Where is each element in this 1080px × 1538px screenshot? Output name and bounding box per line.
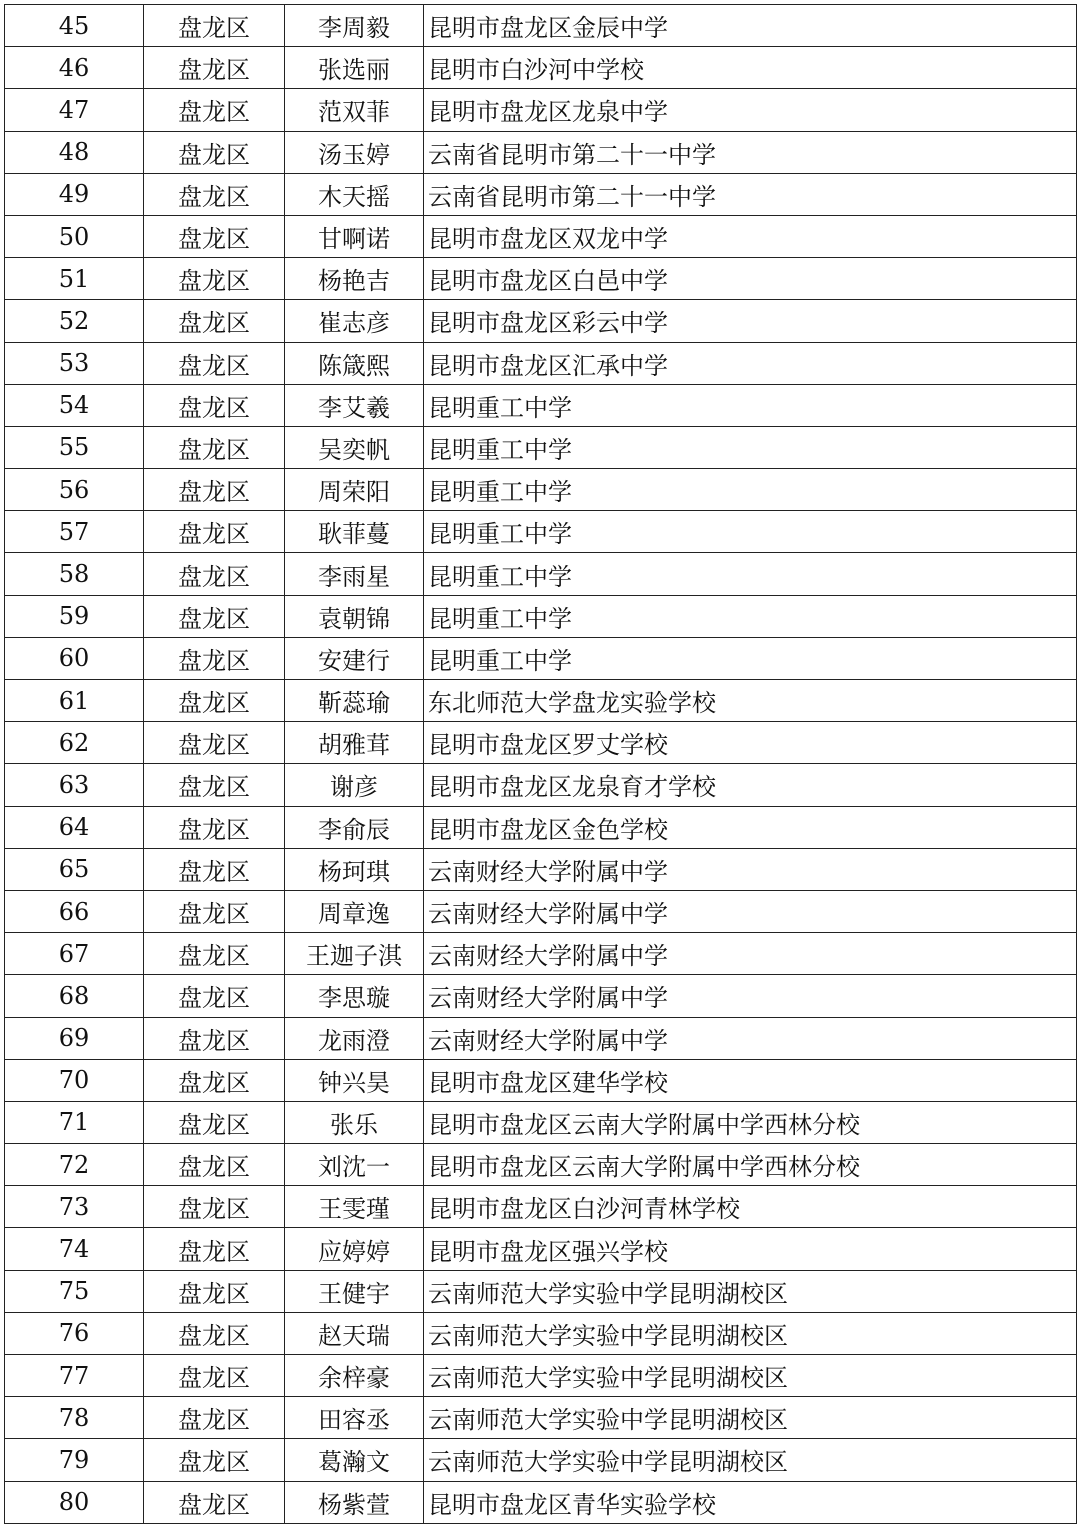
table-row bbox=[5, 5, 1077, 47]
row-number-cell: 58 bbox=[5, 553, 144, 595]
table-row bbox=[5, 1059, 1077, 1101]
district-cell: 盘龙区 bbox=[144, 764, 285, 806]
district-cell: 盘龙区 bbox=[144, 1355, 285, 1397]
school-cell: 昆明市盘龙区白邑中学 bbox=[424, 258, 1077, 300]
district-cell: 盘龙区 bbox=[144, 215, 285, 257]
district-cell: 盘龙区 bbox=[144, 384, 285, 426]
table-row bbox=[5, 511, 1077, 553]
school-cell: 云南师范大学实验中学昆明湖校区 bbox=[424, 1397, 1077, 1439]
district-cell: 盘龙区 bbox=[144, 1312, 285, 1354]
row-number-cell: 71 bbox=[5, 1101, 144, 1143]
school-cell: 昆明重工中学 bbox=[424, 595, 1077, 637]
row-number-cell: 66 bbox=[5, 890, 144, 932]
school-cell: 云南财经大学附属中学 bbox=[424, 890, 1077, 932]
row-number-cell: 64 bbox=[5, 806, 144, 848]
table-row bbox=[5, 131, 1077, 173]
row-number-cell: 70 bbox=[5, 1059, 144, 1101]
student-name-cell: 应婷婷 bbox=[285, 1228, 424, 1270]
school-cell: 昆明重工中学 bbox=[424, 637, 1077, 679]
district-cell: 盘龙区 bbox=[144, 1144, 285, 1186]
student-name-cell: 张乐 bbox=[285, 1101, 424, 1143]
table-row bbox=[5, 215, 1077, 257]
row-number-cell: 59 bbox=[5, 595, 144, 637]
table-row bbox=[5, 300, 1077, 342]
district-cell: 盘龙区 bbox=[144, 258, 285, 300]
district-cell: 盘龙区 bbox=[144, 89, 285, 131]
row-number-cell: 74 bbox=[5, 1228, 144, 1270]
school-cell: 昆明重工中学 bbox=[424, 384, 1077, 426]
school-cell: 云南财经大学附属中学 bbox=[424, 1017, 1077, 1059]
table-row bbox=[5, 890, 1077, 932]
row-number-cell: 62 bbox=[5, 722, 144, 764]
student-name-cell: 余梓豪 bbox=[285, 1355, 424, 1397]
student-name-cell: 李艾羲 bbox=[285, 384, 424, 426]
table-row bbox=[5, 384, 1077, 426]
district-cell: 盘龙区 bbox=[144, 300, 285, 342]
school-cell: 云南财经大学附属中学 bbox=[424, 933, 1077, 975]
school-cell: 昆明市盘龙区龙泉中学 bbox=[424, 89, 1077, 131]
row-number-cell: 76 bbox=[5, 1312, 144, 1354]
district-cell: 盘龙区 bbox=[144, 1270, 285, 1312]
table-row bbox=[5, 975, 1077, 1017]
student-name-cell: 钟兴昊 bbox=[285, 1059, 424, 1101]
student-name-cell: 周章逸 bbox=[285, 890, 424, 932]
student-name-cell: 王迦子淇 bbox=[285, 933, 424, 975]
district-cell: 盘龙区 bbox=[144, 511, 285, 553]
student-name-cell: 靳蕊瑜 bbox=[285, 680, 424, 722]
table-body bbox=[5, 5, 1077, 1524]
district-cell: 盘龙区 bbox=[144, 1228, 285, 1270]
student-name-cell: 李周毅 bbox=[285, 5, 424, 47]
row-number-cell: 48 bbox=[5, 131, 144, 173]
row-number-cell: 50 bbox=[5, 215, 144, 257]
district-cell: 盘龙区 bbox=[144, 1397, 285, 1439]
table-row bbox=[5, 637, 1077, 679]
school-cell: 昆明市盘龙区强兴学校 bbox=[424, 1228, 1077, 1270]
school-cell: 东北师范大学盘龙实验学校 bbox=[424, 680, 1077, 722]
row-number-cell: 57 bbox=[5, 511, 144, 553]
district-cell: 盘龙区 bbox=[144, 173, 285, 215]
district-cell: 盘龙区 bbox=[144, 975, 285, 1017]
table-row bbox=[5, 553, 1077, 595]
row-number-cell: 51 bbox=[5, 258, 144, 300]
district-cell: 盘龙区 bbox=[144, 933, 285, 975]
table-row bbox=[5, 680, 1077, 722]
row-number-cell: 63 bbox=[5, 764, 144, 806]
school-cell: 云南财经大学附属中学 bbox=[424, 975, 1077, 1017]
row-number-cell: 67 bbox=[5, 933, 144, 975]
student-name-cell: 李雨星 bbox=[285, 553, 424, 595]
district-cell: 盘龙区 bbox=[144, 342, 285, 384]
school-cell: 昆明市盘龙区建华学校 bbox=[424, 1059, 1077, 1101]
row-number-cell: 75 bbox=[5, 1270, 144, 1312]
table-row bbox=[5, 1270, 1077, 1312]
student-name-cell: 龙雨澄 bbox=[285, 1017, 424, 1059]
student-name-cell: 刘沈一 bbox=[285, 1144, 424, 1186]
row-number-cell: 73 bbox=[5, 1186, 144, 1228]
table-row bbox=[5, 1312, 1077, 1354]
table-row bbox=[5, 1186, 1077, 1228]
school-cell: 昆明市盘龙区青华实验学校 bbox=[424, 1481, 1077, 1523]
district-cell: 盘龙区 bbox=[144, 595, 285, 637]
school-cell: 云南师范大学实验中学昆明湖校区 bbox=[424, 1355, 1077, 1397]
student-name-cell: 安建行 bbox=[285, 637, 424, 679]
table-row bbox=[5, 342, 1077, 384]
table-row bbox=[5, 47, 1077, 89]
student-name-cell: 王健宇 bbox=[285, 1270, 424, 1312]
school-cell: 昆明市盘龙区龙泉育才学校 bbox=[424, 764, 1077, 806]
district-cell: 盘龙区 bbox=[144, 637, 285, 679]
row-number-cell: 52 bbox=[5, 300, 144, 342]
table-row bbox=[5, 848, 1077, 890]
school-cell: 昆明重工中学 bbox=[424, 511, 1077, 553]
school-cell: 昆明市白沙河中学校 bbox=[424, 47, 1077, 89]
district-cell: 盘龙区 bbox=[144, 1059, 285, 1101]
district-cell: 盘龙区 bbox=[144, 47, 285, 89]
district-cell: 盘龙区 bbox=[144, 426, 285, 468]
table-row bbox=[5, 1101, 1077, 1143]
district-cell: 盘龙区 bbox=[144, 131, 285, 173]
student-name-cell: 王雯瑾 bbox=[285, 1186, 424, 1228]
table-row bbox=[5, 1397, 1077, 1439]
table-row bbox=[5, 469, 1077, 511]
row-number-cell: 54 bbox=[5, 384, 144, 426]
school-cell: 云南师范大学实验中学昆明湖校区 bbox=[424, 1439, 1077, 1481]
row-number-cell: 79 bbox=[5, 1439, 144, 1481]
school-cell: 昆明重工中学 bbox=[424, 426, 1077, 468]
row-number-cell: 78 bbox=[5, 1397, 144, 1439]
district-cell: 盘龙区 bbox=[144, 1439, 285, 1481]
student-name-cell: 周荣阳 bbox=[285, 469, 424, 511]
school-cell: 昆明市盘龙区双龙中学 bbox=[424, 215, 1077, 257]
student-name-cell: 崔志彦 bbox=[285, 300, 424, 342]
row-number-cell: 65 bbox=[5, 848, 144, 890]
district-cell: 盘龙区 bbox=[144, 1017, 285, 1059]
table-row bbox=[5, 806, 1077, 848]
district-cell: 盘龙区 bbox=[144, 722, 285, 764]
student-name-cell: 杨珂琪 bbox=[285, 848, 424, 890]
school-cell: 云南省昆明市第二十一中学 bbox=[424, 131, 1077, 173]
student-name-cell: 谢彦 bbox=[285, 764, 424, 806]
table-row bbox=[5, 173, 1077, 215]
table-row bbox=[5, 933, 1077, 975]
student-name-cell: 汤玉婷 bbox=[285, 131, 424, 173]
student-name-cell: 杨紫萱 bbox=[285, 1481, 424, 1523]
row-number-cell: 56 bbox=[5, 469, 144, 511]
student-name-cell: 胡雅茸 bbox=[285, 722, 424, 764]
table-row bbox=[5, 764, 1077, 806]
table-row bbox=[5, 1439, 1077, 1481]
school-cell: 昆明重工中学 bbox=[424, 553, 1077, 595]
student-name-cell: 葛瀚文 bbox=[285, 1439, 424, 1481]
row-number-cell: 47 bbox=[5, 89, 144, 131]
school-cell: 云南省昆明市第二十一中学 bbox=[424, 173, 1077, 215]
district-cell: 盘龙区 bbox=[144, 848, 285, 890]
school-cell: 昆明市盘龙区白沙河青林学校 bbox=[424, 1186, 1077, 1228]
district-cell: 盘龙区 bbox=[144, 890, 285, 932]
row-number-cell: 80 bbox=[5, 1481, 144, 1523]
row-number-cell: 60 bbox=[5, 637, 144, 679]
student-name-cell: 范双菲 bbox=[285, 89, 424, 131]
student-name-cell: 吴奕帆 bbox=[285, 426, 424, 468]
row-number-cell: 69 bbox=[5, 1017, 144, 1059]
school-cell: 昆明市盘龙区罗丈学校 bbox=[424, 722, 1077, 764]
student-list-table bbox=[4, 4, 1077, 1524]
table-row bbox=[5, 722, 1077, 764]
district-cell: 盘龙区 bbox=[144, 1186, 285, 1228]
school-cell: 昆明市盘龙区金辰中学 bbox=[424, 5, 1077, 47]
table-row bbox=[5, 1481, 1077, 1523]
row-number-cell: 61 bbox=[5, 680, 144, 722]
school-cell: 昆明市盘龙区彩云中学 bbox=[424, 300, 1077, 342]
table-row bbox=[5, 1228, 1077, 1270]
school-cell: 云南师范大学实验中学昆明湖校区 bbox=[424, 1270, 1077, 1312]
table-row bbox=[5, 426, 1077, 468]
school-cell: 昆明重工中学 bbox=[424, 469, 1077, 511]
student-name-cell: 杨艳吉 bbox=[285, 258, 424, 300]
row-number-cell: 49 bbox=[5, 173, 144, 215]
student-name-cell: 木天摇 bbox=[285, 173, 424, 215]
school-cell: 昆明市盘龙区云南大学附属中学西林分校 bbox=[424, 1144, 1077, 1186]
table-row bbox=[5, 1017, 1077, 1059]
row-number-cell: 72 bbox=[5, 1144, 144, 1186]
school-cell: 昆明市盘龙区云南大学附属中学西林分校 bbox=[424, 1101, 1077, 1143]
district-cell: 盘龙区 bbox=[144, 553, 285, 595]
school-cell: 昆明市盘龙区汇承中学 bbox=[424, 342, 1077, 384]
student-name-cell: 李俞辰 bbox=[285, 806, 424, 848]
table-row bbox=[5, 595, 1077, 637]
row-number-cell: 55 bbox=[5, 426, 144, 468]
district-cell: 盘龙区 bbox=[144, 1101, 285, 1143]
table-row bbox=[5, 1144, 1077, 1186]
school-cell: 云南财经大学附属中学 bbox=[424, 848, 1077, 890]
student-name-cell: 张选丽 bbox=[285, 47, 424, 89]
row-number-cell: 45 bbox=[5, 5, 144, 47]
row-number-cell: 46 bbox=[5, 47, 144, 89]
student-name-cell: 甘啊诺 bbox=[285, 215, 424, 257]
district-cell: 盘龙区 bbox=[144, 806, 285, 848]
student-name-cell: 袁朝锦 bbox=[285, 595, 424, 637]
district-cell: 盘龙区 bbox=[144, 680, 285, 722]
table-row bbox=[5, 1355, 1077, 1397]
student-name-cell: 赵天瑞 bbox=[285, 1312, 424, 1354]
district-cell: 盘龙区 bbox=[144, 469, 285, 511]
district-cell: 盘龙区 bbox=[144, 5, 285, 47]
student-name-cell: 陈箴熙 bbox=[285, 342, 424, 384]
student-name-cell: 田容丞 bbox=[285, 1397, 424, 1439]
district-cell: 盘龙区 bbox=[144, 1481, 285, 1523]
table-row bbox=[5, 258, 1077, 300]
row-number-cell: 68 bbox=[5, 975, 144, 1017]
row-number-cell: 53 bbox=[5, 342, 144, 384]
school-cell: 云南师范大学实验中学昆明湖校区 bbox=[424, 1312, 1077, 1354]
student-name-cell: 李思璇 bbox=[285, 975, 424, 1017]
student-name-cell: 耿菲蔓 bbox=[285, 511, 424, 553]
row-number-cell: 77 bbox=[5, 1355, 144, 1397]
school-cell: 昆明市盘龙区金色学校 bbox=[424, 806, 1077, 848]
table-row bbox=[5, 89, 1077, 131]
